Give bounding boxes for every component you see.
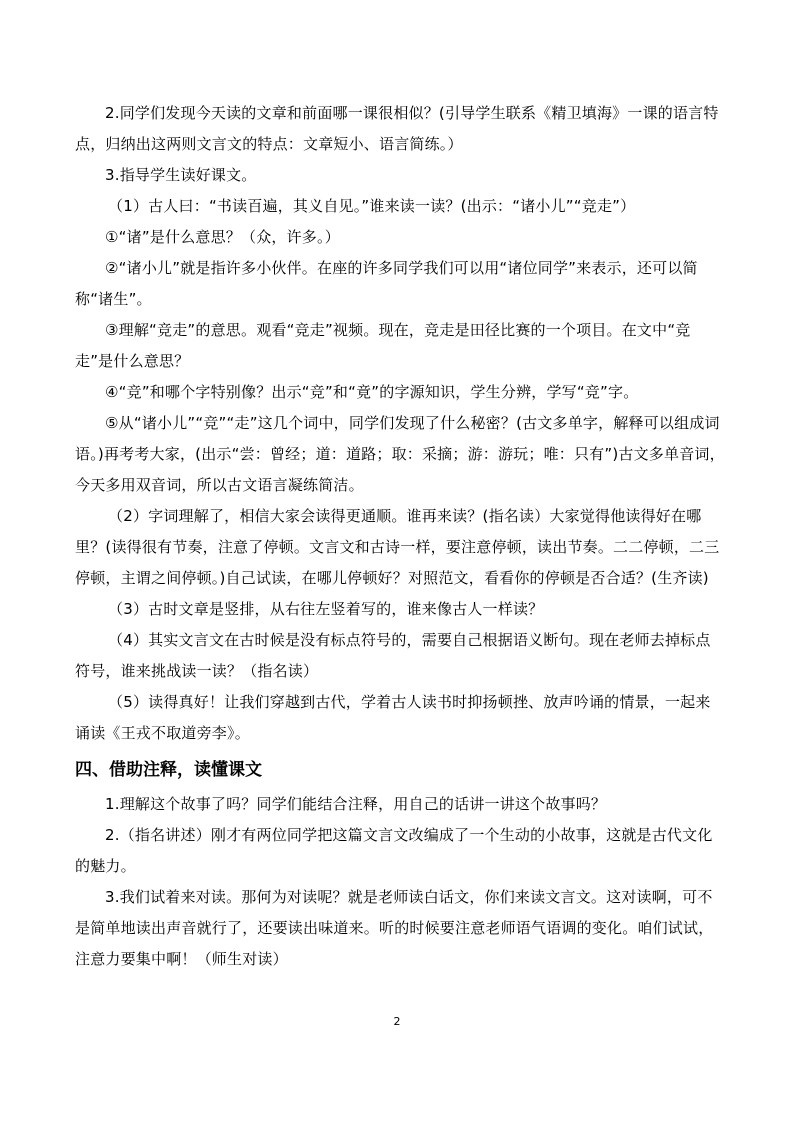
paragraph-b-2: 3.我们试着来对读。那何为对读呢？就是老师读白话文，你们来读文言文。这对读啊，可不是简单地读出声音就行了，还要读出味道来。听的时候要注意老师语气语调的变化。咱们试试，注意力要集中啊！（师生对读） bbox=[75, 888, 714, 968]
paragraph-a-5: ③理解“竞走”的意思。观看“竞走”视频。现在，竞走是田径比赛的一个项目。在文中“竞走”是什么意思？ bbox=[75, 321, 691, 370]
paragraph-a-11: （5）读得真好！让我们穿越到古代，学着古人读书时抑扬顿挫、放声吟诵的情景，一起来诵读《王戎不取道旁李》。 bbox=[75, 693, 711, 742]
document-body bbox=[75, 98, 725, 975]
paragraph-a-10: （4）其实文言文在古时候是没有标点符号的，需要自己根据语义断句。现在老师去掉标点符号，谁来挑战读一读？（指名读） bbox=[75, 631, 711, 680]
paragraph-a-8: （2）字词理解了，相信大家会读得更通顺。谁再来读？(指名读）大家觉得他读得好在哪里？(读得很有节奏，注意了停顿。文言文和古诗一样，要注意停顿，读出节奏。二二停顿，二三停顿，主谓之间停顿。)自己试读，在哪儿停顿好？对照范文，看看你的停顿是否合适？(生齐读) bbox=[75, 507, 720, 587]
paragraph-a-0: 2.同学们发现今天读的文章和前面哪一课很相似？(引导学生联系《精卫填海》一课的语言特点，归纳出这两则文言文的特点：文章短小、语言简练。） bbox=[75, 104, 719, 153]
paragraph-a-1: 3.指导学生读好课文。 bbox=[105, 166, 257, 184]
paragraph-b-1: 2.（指名讲述）刚才有两位同学把这篇文言文改编成了一个生动的小故事，这就是古代文化的魅力。 bbox=[75, 826, 713, 875]
section-heading: 四、借助注释，读懂课文 bbox=[75, 760, 262, 780]
paragraph-b-0: 1.理解这个故事了吗？同学们能结合注释，用自己的话讲一讲这个故事吗？ bbox=[105, 795, 607, 813]
paragraph-a-4: ②“诸小儿”就是指许多小伙伴。在座的许多同学我们可以用“诸位同学”来表示，还可以简称“诸生”。 bbox=[75, 259, 698, 308]
paragraph-a-6: ④“竞”和哪个字特别像？出示“竞”和“竟”的字源知识，学生分辨，学写“竞”字。 bbox=[105, 383, 639, 401]
paragraph-a-9: （3）古时文章是竖排，从右往左竖着写的，谁来像古人一样读？ bbox=[108, 600, 544, 618]
paragraph-a-7: ⑤从“诸小儿”“竞”“走”这几个词中，同学们发现了什么秘密？(古文多单字，解释可以组成词语。)再考考大家，(出示“尝：曾经；道：道路；取：采摘；游：游玩；唯：只有”)古文多单音词，今天多用双音词，所以古文语言凝练简洁。 bbox=[75, 414, 725, 494]
paragraph-a-2: （1）古人曰：“书读百遍，其义自见。”谁来读一读？(出示：“诸小儿”“竞走”） bbox=[108, 197, 636, 215]
paragraph-a-3: ①“诸”是什么意思？（众，许多。） bbox=[105, 228, 340, 246]
page-number: 2 bbox=[393, 1015, 401, 1028]
